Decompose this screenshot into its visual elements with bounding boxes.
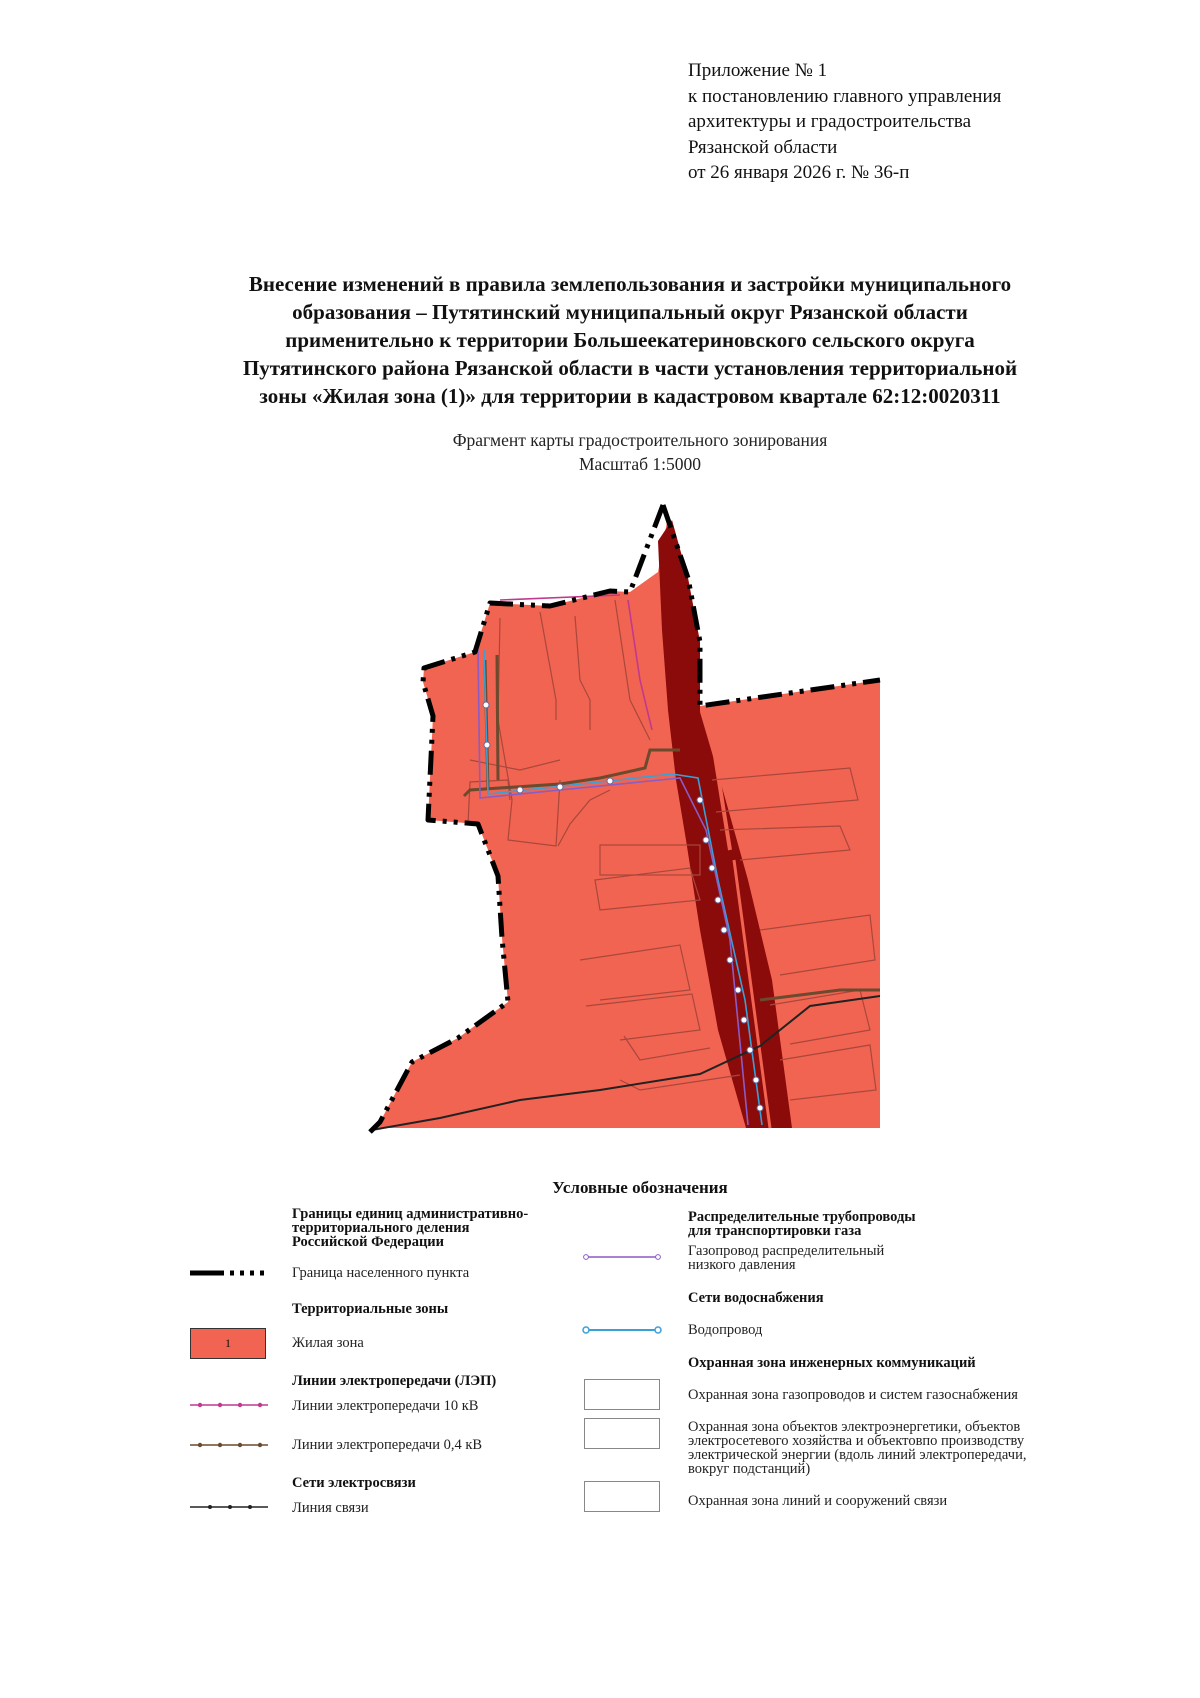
comm-protection-swatch	[584, 1481, 660, 1512]
title-line: Путятинского района Рязанской области в части установления территориальной	[242, 356, 1018, 380]
legend-heading-line: Российской Федерации	[292, 1234, 445, 1250]
legend-label-line: Охранная зона объектов электроэнергетики, объектов	[688, 1419, 1021, 1435]
appendix-line: Приложение № 1	[688, 60, 828, 81]
legend-label-gas-protection: Охранная зона газопроводов и систем газоснабжения	[688, 1387, 1018, 1403]
appendix-line: архитектуры и градостроительства	[688, 111, 972, 132]
legend-label-residential: Жилая зона	[292, 1335, 364, 1351]
legend-heading-protection: Охранная зона инженерных коммуникаций	[688, 1355, 976, 1371]
title-line: применительно к территории Большеекатериновского сельского округа	[285, 328, 975, 352]
legend-label-power-04kv: Линии электропередачи 0,4 кВ	[292, 1437, 483, 1453]
title-line: зоны «Жилая зона (1)» для территории в кадастровом квартале 62:12:0020311	[259, 384, 1001, 408]
boundary-symbol	[190, 1268, 270, 1278]
legend-label-line: Газопровод распределительный	[688, 1243, 885, 1259]
legend-heading-water: Сети водоснабжения	[688, 1290, 824, 1306]
legend-heading-line: Распределительные трубопроводы	[688, 1209, 916, 1225]
subtitle-line: Фрагмент карты градостроительного зонирования	[452, 430, 828, 450]
appendix-line: Рязанской области	[688, 136, 838, 158]
legend-label-comm-line: Линия связи	[292, 1500, 369, 1516]
legend-label-line: электрической энергии (вдоль линий электропередачи,	[688, 1447, 1027, 1463]
residential-zone-swatch: 1	[190, 1328, 266, 1359]
legend-heading-admin	[292, 1207, 528, 1249]
legend-heading-power: Линии электропередачи (ЛЭП)	[292, 1373, 497, 1389]
legend-heading-line: территориального деления	[292, 1220, 470, 1236]
legend-label-water: Водопровод	[688, 1322, 763, 1338]
power-protection-swatch	[584, 1418, 660, 1449]
legend-heading-gas	[688, 1210, 916, 1238]
legend-label-gas	[688, 1244, 884, 1272]
water-pipeline-symbol	[582, 1325, 662, 1335]
title-line: Внесение изменений в правила землепользования и застройки муниципального	[248, 272, 1012, 296]
appendix-line: к постановлению главного управления	[688, 85, 1002, 107]
gas-pipeline-symbol	[582, 1252, 662, 1262]
gas-protection-swatch	[584, 1379, 660, 1410]
residential-zone	[372, 516, 880, 1128]
legend-label-line: вокруг подстанций)	[688, 1461, 811, 1477]
legend-label-comm-protection: Охранная зона линий и сооружений связи	[688, 1493, 948, 1509]
comm-line-symbol	[190, 1502, 270, 1512]
legend-heading-zones: Территориальные зоны	[292, 1301, 449, 1317]
legend-label-boundary: Граница населенного пункта	[292, 1265, 470, 1281]
subtitle-line: Масштаб 1:5000	[578, 454, 702, 474]
appendix-line: от 26 января 2026 г. № 36-п	[688, 162, 910, 183]
legend-heading-line: Границы единиц административно-	[292, 1206, 529, 1222]
legend-heading-line: для транспортировки газа	[688, 1223, 862, 1239]
legend-label-line: низкого давления	[688, 1257, 796, 1273]
legend-title: Условные обозначения	[552, 1178, 728, 1197]
legend-label-power-protection	[688, 1420, 1026, 1476]
power-04kv-symbol	[190, 1440, 270, 1450]
legend-label-line: электросетевого хозяйства и объектовпо производству	[688, 1433, 1025, 1449]
legend-label-power-10kv: Линии электропередачи 10 кВ	[292, 1398, 479, 1414]
power-10kv-symbol	[190, 1400, 270, 1410]
legend-heading-telecom: Сети электросвязи	[292, 1475, 416, 1491]
title-line: образования – Путятинский муниципальный округ Рязанской области	[292, 300, 968, 324]
